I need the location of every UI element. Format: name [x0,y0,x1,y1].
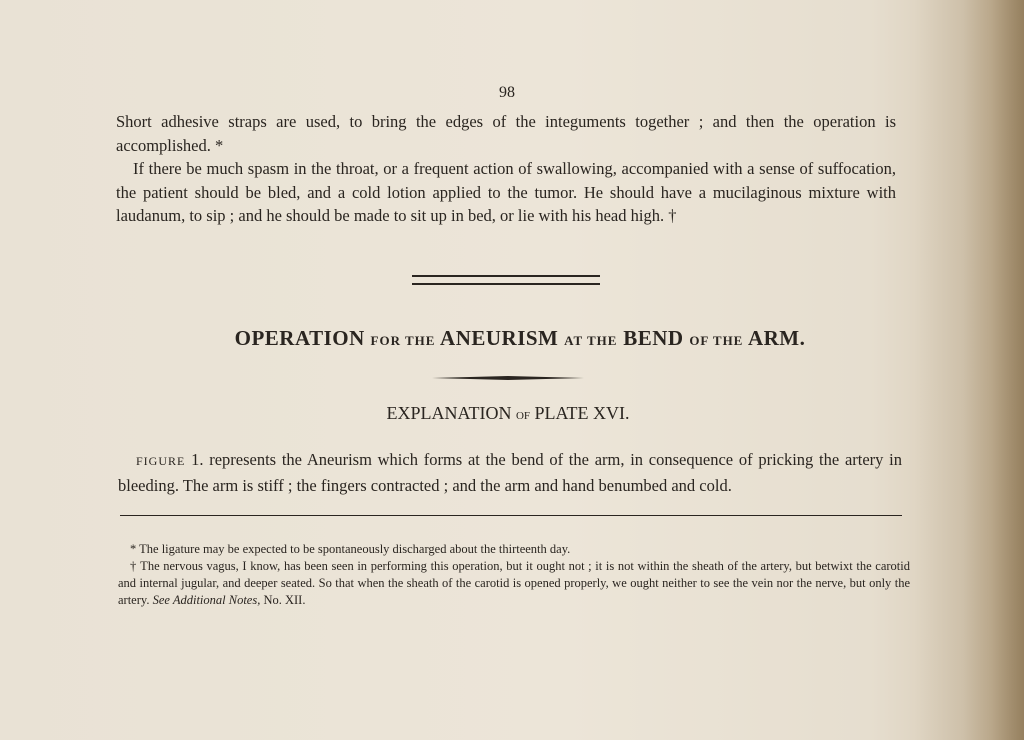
footnote-2-number: No. XII. [263,593,306,607]
figure-label: FIGURE [136,454,186,468]
title-word: BEND [623,326,684,350]
footnote-2-reference: See Additional Notes, [152,593,261,607]
paragraph-1: Short adhesive straps are used, to bring the edges of the integuments together ; and then the operation is accomplished. * [116,112,896,155]
double-rule-divider [412,275,600,285]
title-word: ARM. [747,326,806,350]
footnotes [118,541,910,609]
title-word: OPERATION [234,326,365,350]
footnote-rule [120,515,902,516]
footnote-2-text: † The nervous vagus, I know, has been seen in performing this operation, but it ought not ; it is not within the sheath of the artery, but betwixt the carotid and internal jugular, and deeper seated. So that when the sheath of the carotid is opened properly, we ought neither to see the vein nor the nerve, but only the artery. [118,559,910,607]
page-edge-shadow [914,0,1024,740]
title-word: OF THE [689,333,744,348]
plate-title-word: OF [515,410,531,422]
title-word: FOR THE [370,333,436,348]
figure-description [118,448,902,497]
body-text [116,110,896,228]
title-word: ANEURISM [440,326,559,350]
footnote-2 [118,558,910,609]
title-word: AT THE [564,333,618,348]
plate-title-word: EXPLANATION [386,403,512,423]
footnote-1: * The ligature may be expected to be spontaneously discharged about the thirteenth day. [130,542,571,556]
page-number: 98 [499,84,515,101]
figure-text: 1. represents the Aneurism which forms at the bend of the arm, in consequence of pricking the artery in bleeding. The arm is stiff ; the fingers contracted ; and the arm and hand benumbed and cold. [118,450,902,495]
plate-title-word: PLATE XVI. [534,403,630,423]
plate-title [0,403,1016,424]
swell-rule-divider [432,376,584,380]
paragraph-2: If there be much spasm in the throat, or a frequent action of swallowing, accompanied with a sense of suffocation, the patient should be bled, and a cold lotion applied to the tumor. He should have a mucilaginous mixture with laudanum, to sip ; and he should be made to sit up in bed, or lie with his head high. † [116,159,896,225]
section-title [0,326,1024,351]
